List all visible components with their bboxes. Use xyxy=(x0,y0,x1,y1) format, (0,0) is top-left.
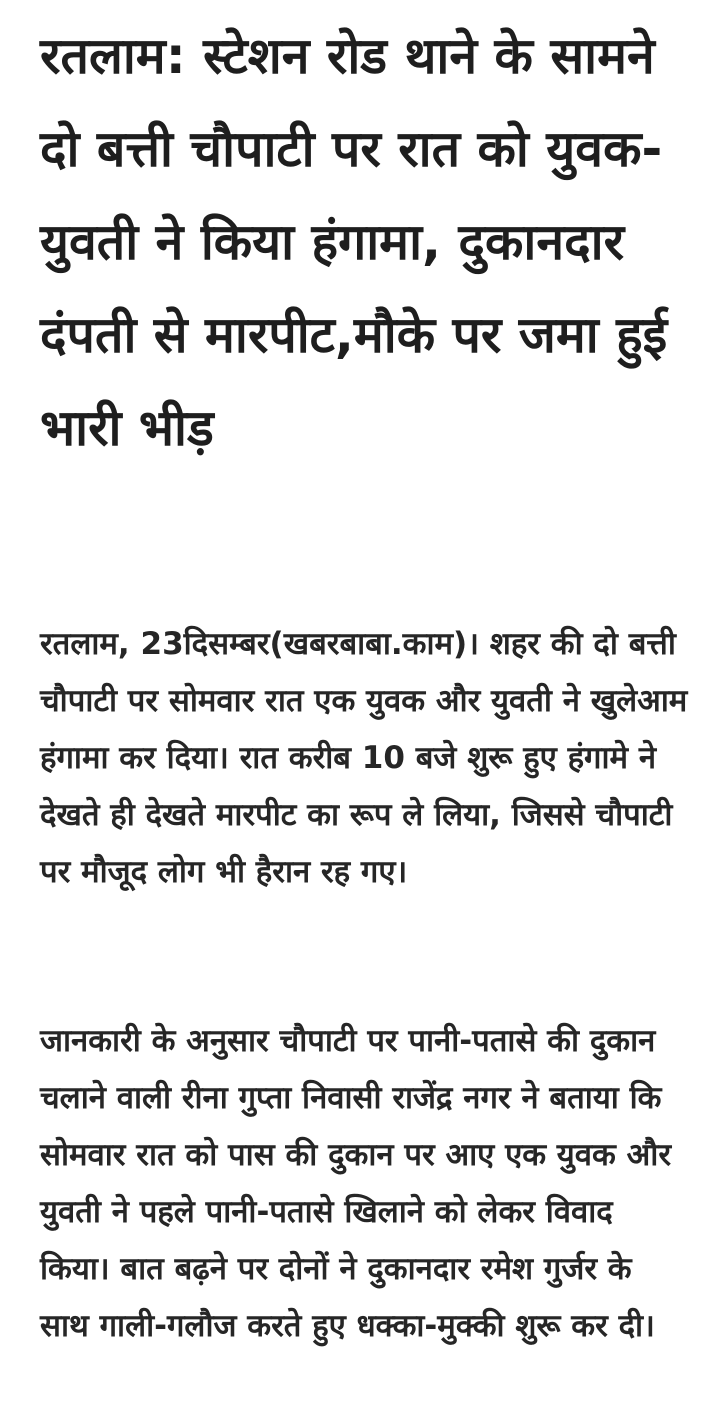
article-paragraph-2: जानकारी के अनुसार चौपाटी पर पानी-पतासे की दुकान चलाने वाली रीना गुप्ता निवासी राजेंद्र नगर ने बताया कि सोमवार रात को पास की दुकान पर आए एक युवक और युवती ने पहले पानी-पतासे खिलाने को लेकर विवाद किया। बात बढ़ने पर दोनों ने दुकानदार रमेश गुर्जर के साथ गाली-गलौज करते हुए धक्का-मुक्की शुरू कर दी। xyxy=(40,1023,672,1344)
article-paragraph-1: रतलाम, 23दिसम्बर(खबरबाबा.काम)। शहर की दो बत्ती चौपाटी पर सोमवार रात एक युवक और युवती ने खुलेआम हंगामा कर दिया। रात करीब 10 बजे शुरू हुए हंगामे ने देखते ही देखते मारपीट का रूप ले लिया, जिससे चौपाटी पर मौजूद लोग भी हैरान रह गए। xyxy=(40,626,688,890)
article-headline: रतलाम: स्टेशन रोड थाने के सामने दो बत्ती चौपाटी पर रात को युवक-युवती ने किया हंगामा, दुकानदार दंपती से मारपीट,मौके पर जमा हुई भारी भीड़ xyxy=(40,27,668,457)
article xyxy=(40,10,690,1344)
